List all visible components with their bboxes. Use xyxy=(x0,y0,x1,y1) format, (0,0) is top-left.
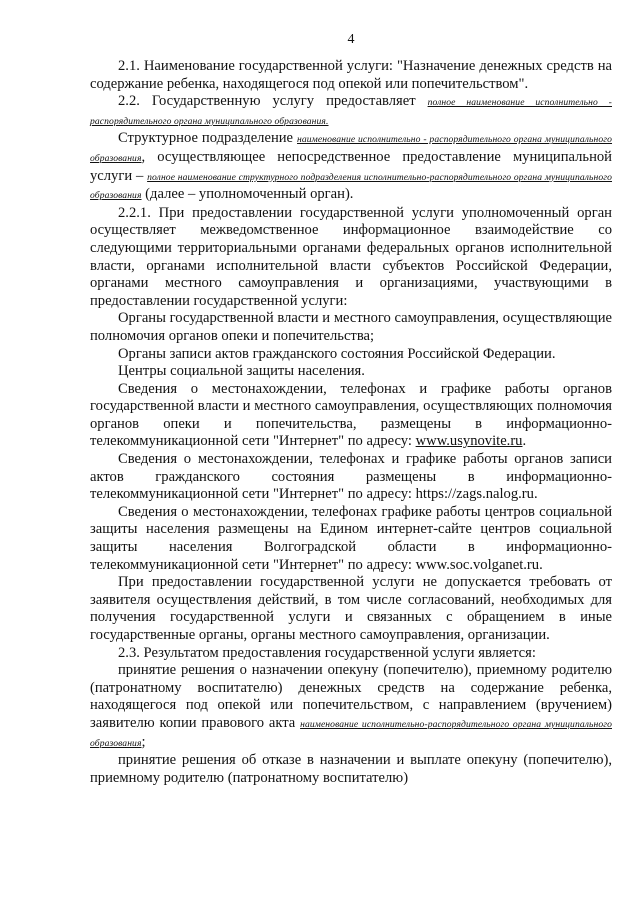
structural-unit-text-1: Структурное подразделение xyxy=(118,130,294,147)
paragraph-info-guardianship xyxy=(90,381,612,451)
paragraph-social-centers: Центры социальной защиты населения. xyxy=(118,363,365,380)
paragraph-result-refusal: принятие решения об отказе в назначении и выплате опекуну (попечителю), приемному родителю (патронатному воспитателю) xyxy=(90,752,612,786)
authority-name-placeholder-2: наименование исполнительно - распорядительного органа муниципального образования xyxy=(90,134,613,164)
info-guardianship-end: . xyxy=(522,433,527,450)
paragraph-2-2 xyxy=(90,93,612,130)
page-number: 4 xyxy=(347,32,355,47)
paragraph-guardianship-bodies: Органы государственной власти и местного самоуправления, осуществляющие полномочия органов опеки и попечительства; xyxy=(90,310,612,344)
paragraph-2-1: 2.1. Наименование государственной услуги: "Назначение денежных средств на содержание ребенка, находящегося под опекой или попечительством". xyxy=(90,58,612,92)
result-approval-text: принятие решения о назначении опекуну (попечителю), приемному родителю (патронатному воспитателю) денежных средств на содержание ребенка, находящегося под опекой или попечительством, с направлением (вручением) заявителю копии правового акта xyxy=(90,662,612,731)
authority-name-placeholder-3: наименование исполнительно-распорядительного органа муниципального образования xyxy=(90,718,612,749)
paragraph-result-approval xyxy=(90,662,612,752)
paragraph-2-2-text: 2.2. Государственную услугу предоставляет xyxy=(118,93,416,110)
paragraph-info-social: Сведения о местонахождении, телефонах графике работы центров социальной защиты населения размещены на Едином интернет-сайте центров социальной защиты населения Волгоградской области в информационно-телекоммуникационной сети "Интернет" по адресу: www.soc.volganet.ru. xyxy=(90,503,612,573)
paragraph-2-3: 2.3. Результатом предоставления государственной услуги является: xyxy=(118,644,536,661)
usynovite-link[interactable]: www.usynovite.ru xyxy=(415,433,523,450)
result-approval-end: ; xyxy=(141,733,146,750)
paragraph-info-registry: Сведения о местонахождении, телефонах и графике работы органов записи актов гражданского состояния размещены в информационно-телекоммуникационной сети "Интернет" по адресу: https://zags.nalog.ru. xyxy=(90,451,612,503)
structural-unit-name-placeholder: полное наименование структурного подразделения исполнительно-распорядительного органа муниципального образования xyxy=(90,171,612,202)
structural-unit-text-3: (далее – уполномоченный орган). xyxy=(145,186,354,203)
paragraph-registry-offices: Органы записи актов гражданского состояния Российской Федерации. xyxy=(118,345,556,362)
paragraph-prohibition: При предоставлении государственной услуги не допускается требовать от заявителя осуществления действий, в том числе согласований, необходимых для получения государственной услуги и связанных с обращением в иные государственные органы, органы местного самоуправления, организации. xyxy=(90,574,612,643)
structural-unit-text-2: , осуществляющее непосредственное предоставление муниципальной услуги – xyxy=(90,148,612,184)
paragraph-structural-unit xyxy=(90,130,612,204)
paragraph-2-2-1: 2.2.1. При предоставлении государственной услуги уполномоченный орган осуществляет межведомственное информационное взаимодействие со следующими территориальными органами федеральных органов исполнительной власти, органами исполнительной власти субъектов Российской Федерации, органами местного самоуправления и организациями, участвующими в предоставлении государственной услуги: xyxy=(90,204,612,309)
info-guardianship-text: Сведения о местонахождении, телефонах и графике работы органов государственной власти и местного самоуправления, осуществляющих полномочия органов опеки и попечительства, размещены в информационно-телекоммуникационной сети "Интернет" по адресу: xyxy=(90,380,612,450)
authority-name-placeholder: полное наименование исполнительно - распорядительного органа муниципального образования. xyxy=(90,97,612,127)
